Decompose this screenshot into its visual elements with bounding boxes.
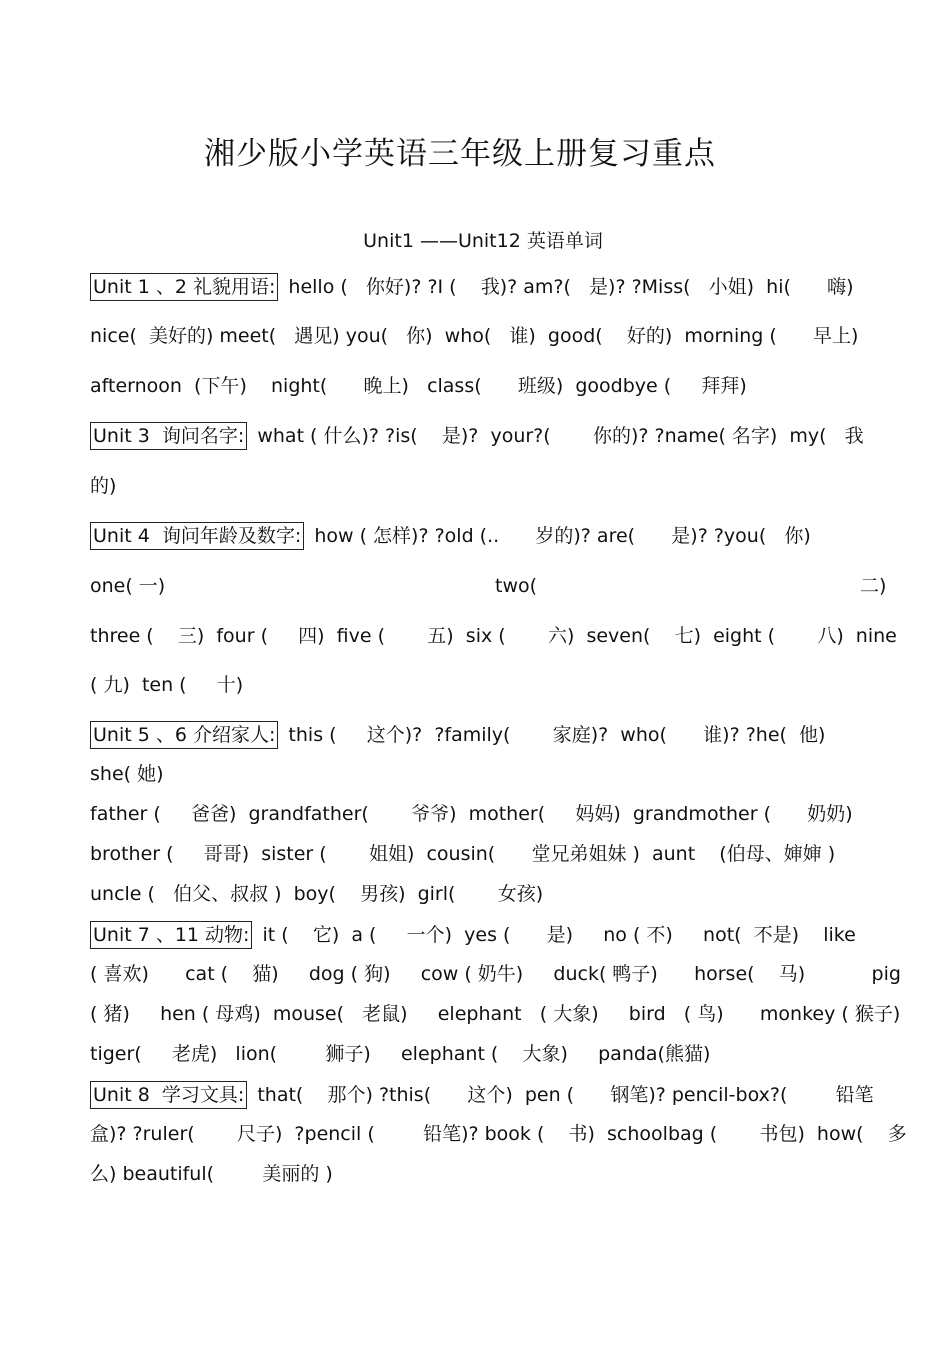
unit56-words-1: this ( 这个)? ?family( 家庭)? who( 谁)? ?he( 他) (288, 724, 826, 746)
unit4-two-cn: 二) (860, 575, 887, 597)
unit4-one: one( 一) (90, 575, 166, 597)
unit3-line-1 (90, 422, 895, 450)
unit711-words-2: ( 喜欢) cat ( 猫) dog ( 狗) cow ( 奶牛) duck( 鸭子) horse( 马) pig (90, 963, 901, 985)
unit12-words-2: nice( 美好的) meet( 遇见) you( 你) who( 谁) good( 好的) morning ( 早上) (90, 325, 859, 347)
unit8-words-1: that( 那个) ?this( 这个) pen ( 钢笔)? pencil-box?( 铅笔 (257, 1084, 874, 1106)
unit12-line-1 (90, 273, 895, 301)
unit8-label: Unit 8 学习文具: (90, 1081, 247, 1109)
unit711-words-1: it ( 它) a ( 一个) yes ( 是) no ( 不) not( 不是) like (262, 924, 856, 946)
unit4-line-1 (90, 522, 895, 550)
page-title: 湘少版小学英语三年级上册复习重点 (204, 136, 716, 172)
unit4-words-3: three ( 三) four ( 四) five ( 五) six ( 六) seven( 七) eight ( 八) nine (90, 625, 897, 647)
page-subtitle: Unit1 ——Unit12 英语单词 (363, 230, 603, 252)
unit4-label: Unit 4 询问年龄及数字: (90, 522, 304, 550)
unit56-words-3: father ( 爸爸) grandfather( 爷爷) mother( 妈妈) grandmother ( 奶奶) (90, 803, 853, 825)
unit3-words-1: what ( 什么)? ?is( 是)? your?( 你的)? ?name( 名字) my( 我 (257, 425, 864, 447)
unit56-label: Unit 5 、6 介绍家人: (90, 721, 278, 749)
unit8-words-3: 么) beautiful( 美丽的 ) (90, 1163, 333, 1185)
unit4-words-1: how ( 怎样)? ?old (.. 岁的)? are( 是)? ?you( 你) (314, 525, 811, 547)
unit56-line-1 (90, 721, 895, 749)
unit56-words-4: brother ( 哥哥) sister ( 姐姐) cousin( 堂兄弟姐妹 ) aunt (伯母、婶婶 ) (90, 843, 836, 865)
unit3-words-2: 的) (90, 475, 117, 497)
unit12-words-3: afternoon (下午) night( 晚上) class( 班级) goodbye ( 拜拜) (90, 375, 747, 397)
unit711-label: Unit 7 、11 动物: (90, 921, 252, 949)
unit12-words-1: hello ( 你好)? ?I ( 我)? am?( 是)? ?Miss( 小姐) hi( 嗨) (288, 276, 854, 298)
unit8-words-2: 盒)? ?ruler( 尺子) ?pencil ( 铅笔)? book ( 书) schoolbag ( 书包) how( 多 (90, 1123, 907, 1145)
unit711-words-3: ( 猪) hen ( 母鸡) mouse( 老鼠) elephant ( 大象) bird ( 鸟) monkey ( 猴子) (90, 1003, 901, 1025)
unit8-line-1 (90, 1081, 895, 1109)
unit56-words-2: she( 她) (90, 763, 164, 785)
unit3-label: Unit 3 询问名字: (90, 422, 247, 450)
unit711-words-4: tiger( 老虎) lion( 狮子) elephant ( 大象) panda(熊猫) (90, 1043, 711, 1065)
unit711-line-1 (90, 921, 895, 949)
unit12-label: Unit 1 、2 礼貌用语: (90, 273, 278, 301)
unit56-words-5: uncle ( 伯父、叔叔 ) boy( 男孩) girl( 女孩) (90, 883, 544, 905)
unit4-words-4: ( 九) ten ( 十) (90, 674, 244, 696)
unit4-two: two( (495, 575, 538, 597)
